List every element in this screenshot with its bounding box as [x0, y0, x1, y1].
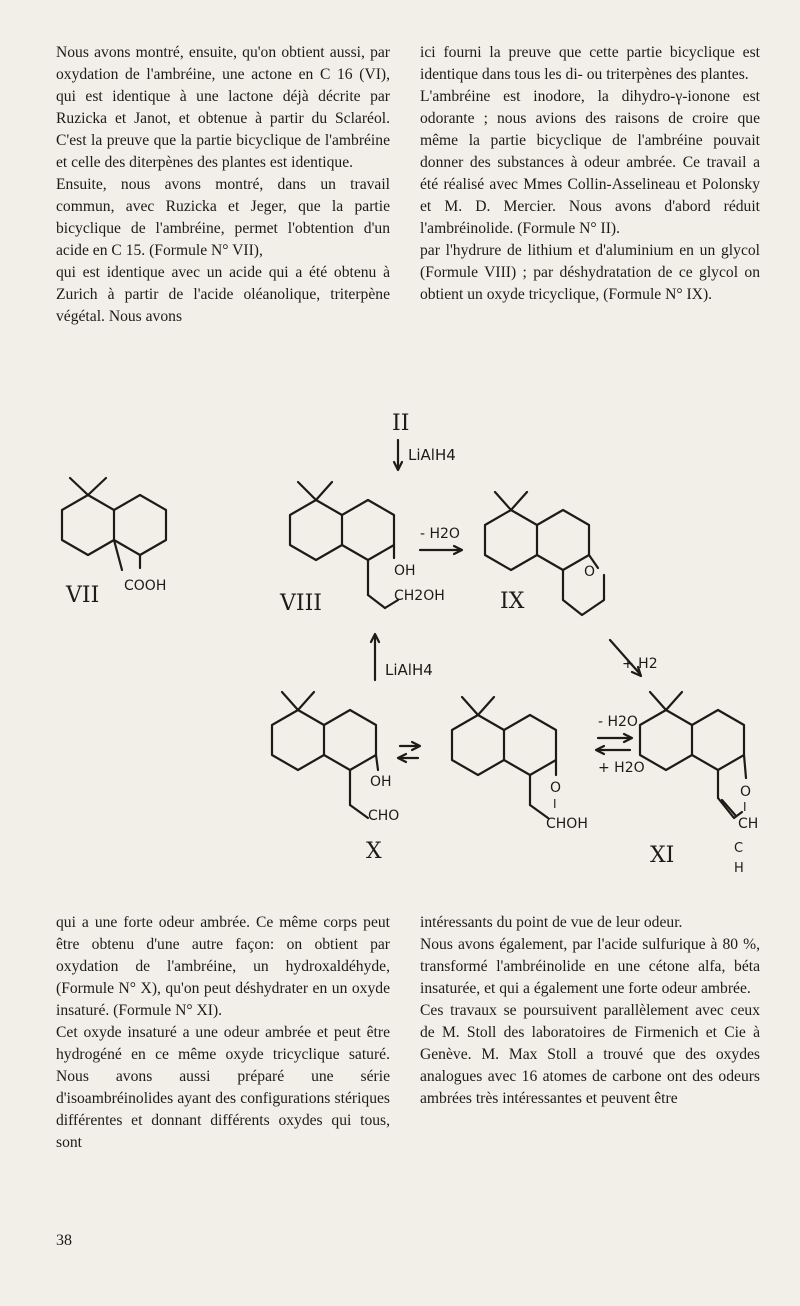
paragraph: Ensuite, nous avons montré, dans un travail commun, avec Ruzicka et Jeger, que la partie bicyclique de l'ambréine, permet l'obtention d'un acide en C 15. (Formule N° VII), [56, 176, 390, 259]
formula-label-X: X [366, 839, 382, 864]
text-column-right-bottom [420, 912, 760, 1110]
reagent-plus-h2o: + H2O [598, 760, 645, 776]
reagent-minus-h2o: - H2O [598, 714, 638, 730]
group-oh-X: OH [370, 774, 392, 790]
paragraph: qui a une forte odeur ambrée. Ce même corps peut être obtenu d'une autre façon: on obtient par oxydation de l'ambréine, un hydroxaldéhyde, (Formule N° X), qu'on peut déshydrater en un oxyde insaturé. (Formule N° XI). [56, 914, 390, 1019]
text-column-right-top [420, 42, 760, 306]
formula-label-VIII: VIII [280, 591, 322, 616]
group-xi-ch: CH [738, 816, 759, 832]
reagent-dehydration: - H2O [420, 526, 460, 542]
formula-label-XI: XI [650, 843, 675, 868]
formula-label-VII: VII [66, 583, 100, 608]
structure-VIII [290, 482, 398, 608]
paragraph: Nous avons également, par l'acide sulfurique à 80 %, transformé l'ambréinolide en une cétone alfa, béta insaturée, et qui a également une forte odeur ambrée. [420, 936, 760, 997]
structure-XI [640, 692, 746, 818]
group-cho: CHO [368, 808, 400, 824]
group-xi-c: C [734, 841, 744, 856]
structure-intermediate [452, 697, 556, 818]
group-cooh: COOH [124, 578, 167, 594]
paragraph: ici fourni la preuve que cette partie bicyclique est identique dans tous les di- ou triterpènes des plantes. [420, 44, 760, 83]
atom-o-IX: O [584, 564, 596, 580]
equilibrium-arrow-right [596, 734, 632, 754]
reduction-arrow-top [394, 440, 402, 470]
paragraph: qui est identique avec un acide qui a été obtenu à Zurich à partir de l'acide oléanolique, triterpène végétal. Nous avons [56, 264, 390, 325]
structure-X [272, 692, 378, 818]
text-column-left-bottom [56, 912, 390, 1154]
paragraph: Ces travaux se poursuivent parallèlement avec ceux de M. Stoll des laboratoires de Firmenich et Cie à Genève. M. Max Stoll a trouvé que des oxydes analogues avec 16 atomes de carbone ont des odeurs ambrées très intéressantes et peuvent être [420, 1002, 760, 1107]
group-mid-bar: I [553, 797, 557, 811]
reagent-hydrogen: + H2 [622, 656, 658, 672]
text-column-left-top [56, 42, 390, 328]
group-xi-bar: I [743, 800, 747, 814]
dehydration-arrow [420, 546, 462, 554]
reagent-lialh4-mid: LiAlH4 [385, 661, 433, 679]
group-oh-VIII: OH [394, 563, 416, 579]
page-number: 38 [56, 1232, 72, 1249]
paragraph: Cet oxyde insaturé a une odeur ambrée et peut être hydrogéné en ce même oxyde tricyclique saturé. Nous avons aussi préparé une série d'isoambréinolides ayant des configurations stériques différentes et donnant différents oxydes qui tous, sont [56, 1024, 390, 1151]
formula-label-IX: IX [500, 589, 525, 614]
reagent-lialh4-top: LiAlH4 [408, 446, 456, 464]
structure-VII [62, 478, 166, 570]
group-mid-o: O [550, 780, 562, 796]
paragraph: intéressants du point de vue de leur odeur. [420, 914, 683, 931]
group-xi-h: H [734, 861, 744, 876]
paragraph: L'ambréine est inodore, la dihydro-γ-ionone est odorante ; nous avions des raisons de croire que même la partie bicyclique de l'ambréine pouvait donner des substances à odeur ambrée. Ce travail a été réalisé avec Mmes Collin-Asselineau et Polonsky et M. D. Mercier. Nous avons d'abord réduit l'ambréinolide. (Formule N° II). [420, 88, 760, 237]
equilibrium-arrow-left [398, 742, 420, 762]
paragraph: Nous avons montré, ensuite, qu'on obtient aussi, par oxydation de l'ambréine, une actone en C 16 (VI), qui est identique à une lactone déjà décrite par Ruzicka et Janot, et obtenue à partir du Sclaréol. C'est la preuve que la partie bicyclique de l'ambréine et celle des diterpènes des plantes est identique. [56, 44, 390, 171]
reduction-arrow-mid [371, 634, 379, 680]
group-ch2oh: CH2OH [394, 588, 445, 604]
reaction-scheme [0, 400, 800, 900]
group-xi-o: O [740, 784, 752, 800]
formula-label-II: II [392, 411, 410, 436]
group-choh: CHOH [546, 816, 588, 832]
paragraph: par l'hydrure de lithium et d'aluminium en un glycol (Formule VIII) ; par déshydratation de ce glycol on obtient un oxyde tricyclique, (Formule N° IX). [420, 242, 760, 303]
